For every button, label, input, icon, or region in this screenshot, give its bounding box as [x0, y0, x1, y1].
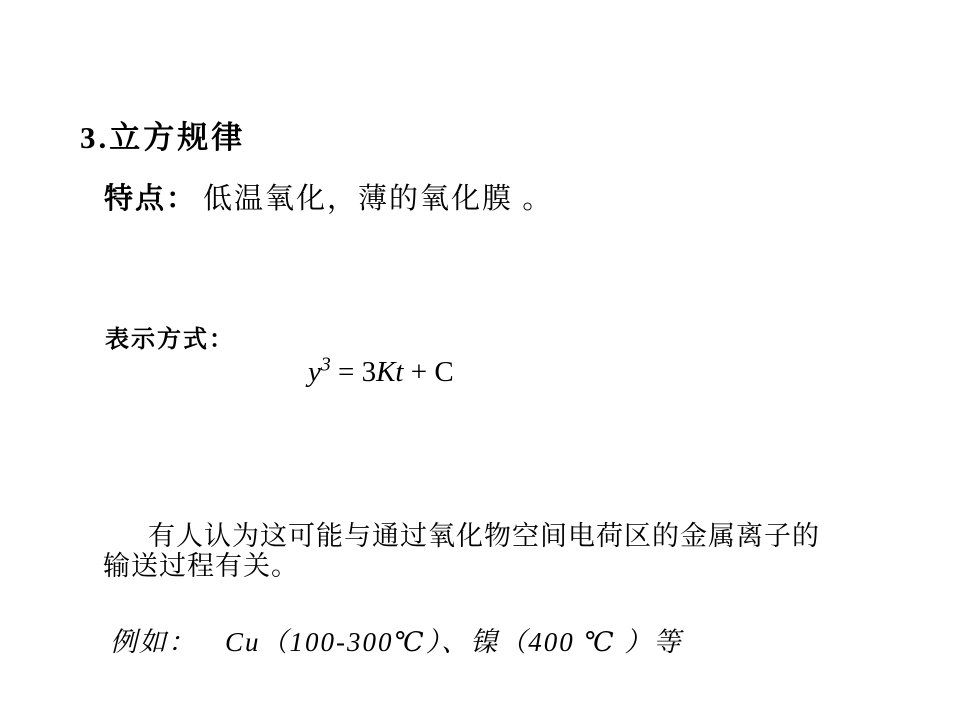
- example-line: [110, 620, 682, 659]
- example-text: Cu（100-300℃）、镍（400 ℃ ）等: [225, 627, 683, 657]
- slide-title: 3.立方规律: [80, 120, 246, 155]
- formula-variable: y: [308, 356, 321, 388]
- feature-label: 特点：: [104, 183, 198, 215]
- formula-exponent: 3: [320, 353, 331, 376]
- formula-coefficient: Kt: [376, 356, 404, 388]
- formula-equals: = 3: [330, 356, 377, 388]
- example-label: 例如：: [110, 627, 197, 657]
- feature-line: [104, 176, 553, 217]
- formula-constant: + C: [403, 356, 454, 388]
- feature-text: 低温氧化，薄的氧化膜 。: [203, 183, 554, 215]
- paragraph-line-1: 有人认为这可能与通过氧化物空间电荷区的金属离子的: [148, 521, 820, 551]
- representation-label: 表示方式：: [105, 327, 235, 353]
- paragraph-line-2: 输送过程有关。: [103, 551, 299, 581]
- explanation-paragraph: [103, 521, 820, 581]
- cubic-law-formula: [308, 353, 454, 389]
